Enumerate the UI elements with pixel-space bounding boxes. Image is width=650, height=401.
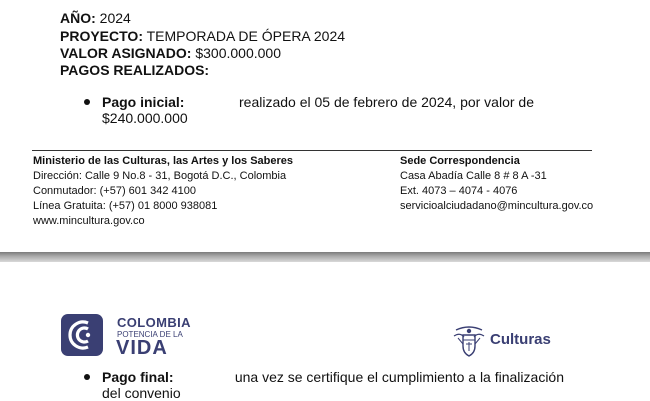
payments-label: PAGOS REALIZADOS: <box>60 62 210 78</box>
final-payment-line2: del convenio <box>102 385 181 401</box>
footer-email-link[interactable]: servicioalciudadano@mincultura.gov.co <box>400 200 594 212</box>
initial-payment-line1 <box>102 94 534 110</box>
coat-of-arms-icon <box>452 324 486 358</box>
footer-left-address: Dirección: Calle 9 No.8 - 31, Bogotá D.C., Colombia <box>33 170 287 182</box>
value-value: $300.000.000 <box>195 45 281 61</box>
initial-payment-label: Pago inicial: <box>102 94 185 110</box>
project-value: TEMPORADA DE ÓPERA 2024 <box>146 28 346 44</box>
logo-line-colombia: COLOMBIA <box>117 315 191 330</box>
footer-left-title: Ministerio de las Culturas, las Artes y los Saberes <box>33 155 294 167</box>
footer-divider <box>32 150 592 151</box>
payments-field <box>60 62 209 78</box>
bullet-icon <box>84 374 90 380</box>
footer-website-link[interactable]: www.mincultura.gov.co <box>33 215 145 227</box>
footer-right-title: Sede Correspondencia <box>400 155 520 167</box>
initial-payment-text: realizado el 05 de febrero de 2024, por valor de <box>239 94 534 110</box>
year-label: AÑO: <box>60 10 96 26</box>
footer-left-toll-free: Línea Gratuita: (+57) 01 8000 938081 <box>33 200 218 212</box>
footer-right-address: Casa Abadía Calle 8 # 8 A -31 <box>400 170 547 182</box>
project-label: PROYECTO: <box>60 28 143 44</box>
logo-mark-icon <box>61 314 103 356</box>
page-separator <box>0 252 650 262</box>
colombia-potencia-vida-logo <box>61 314 191 361</box>
final-payment-line1 <box>102 369 564 385</box>
year-field <box>60 10 131 26</box>
value-field <box>60 45 281 61</box>
footer-left-phone: Conmutador: (+57) 601 342 4100 <box>33 185 196 197</box>
year-value: 2024 <box>99 10 131 26</box>
culturas-logo-text: Culturas <box>490 331 551 348</box>
final-payment-text: una vez se certifique el cumplimiento a la finalización <box>234 369 564 385</box>
value-label: VALOR ASIGNADO: <box>60 45 192 61</box>
footer-right-extensions: Ext. 4073 – 4074 - 4076 <box>400 185 518 197</box>
bullet-icon <box>84 99 90 105</box>
logo-line-vida: VIDA <box>116 337 168 359</box>
final-payment-label: Pago final: <box>102 369 174 385</box>
logo-line-potencia: POTENCIA DE LA <box>117 330 183 339</box>
project-field <box>60 28 345 44</box>
initial-payment-line2: $240.000.000 <box>102 110 188 126</box>
